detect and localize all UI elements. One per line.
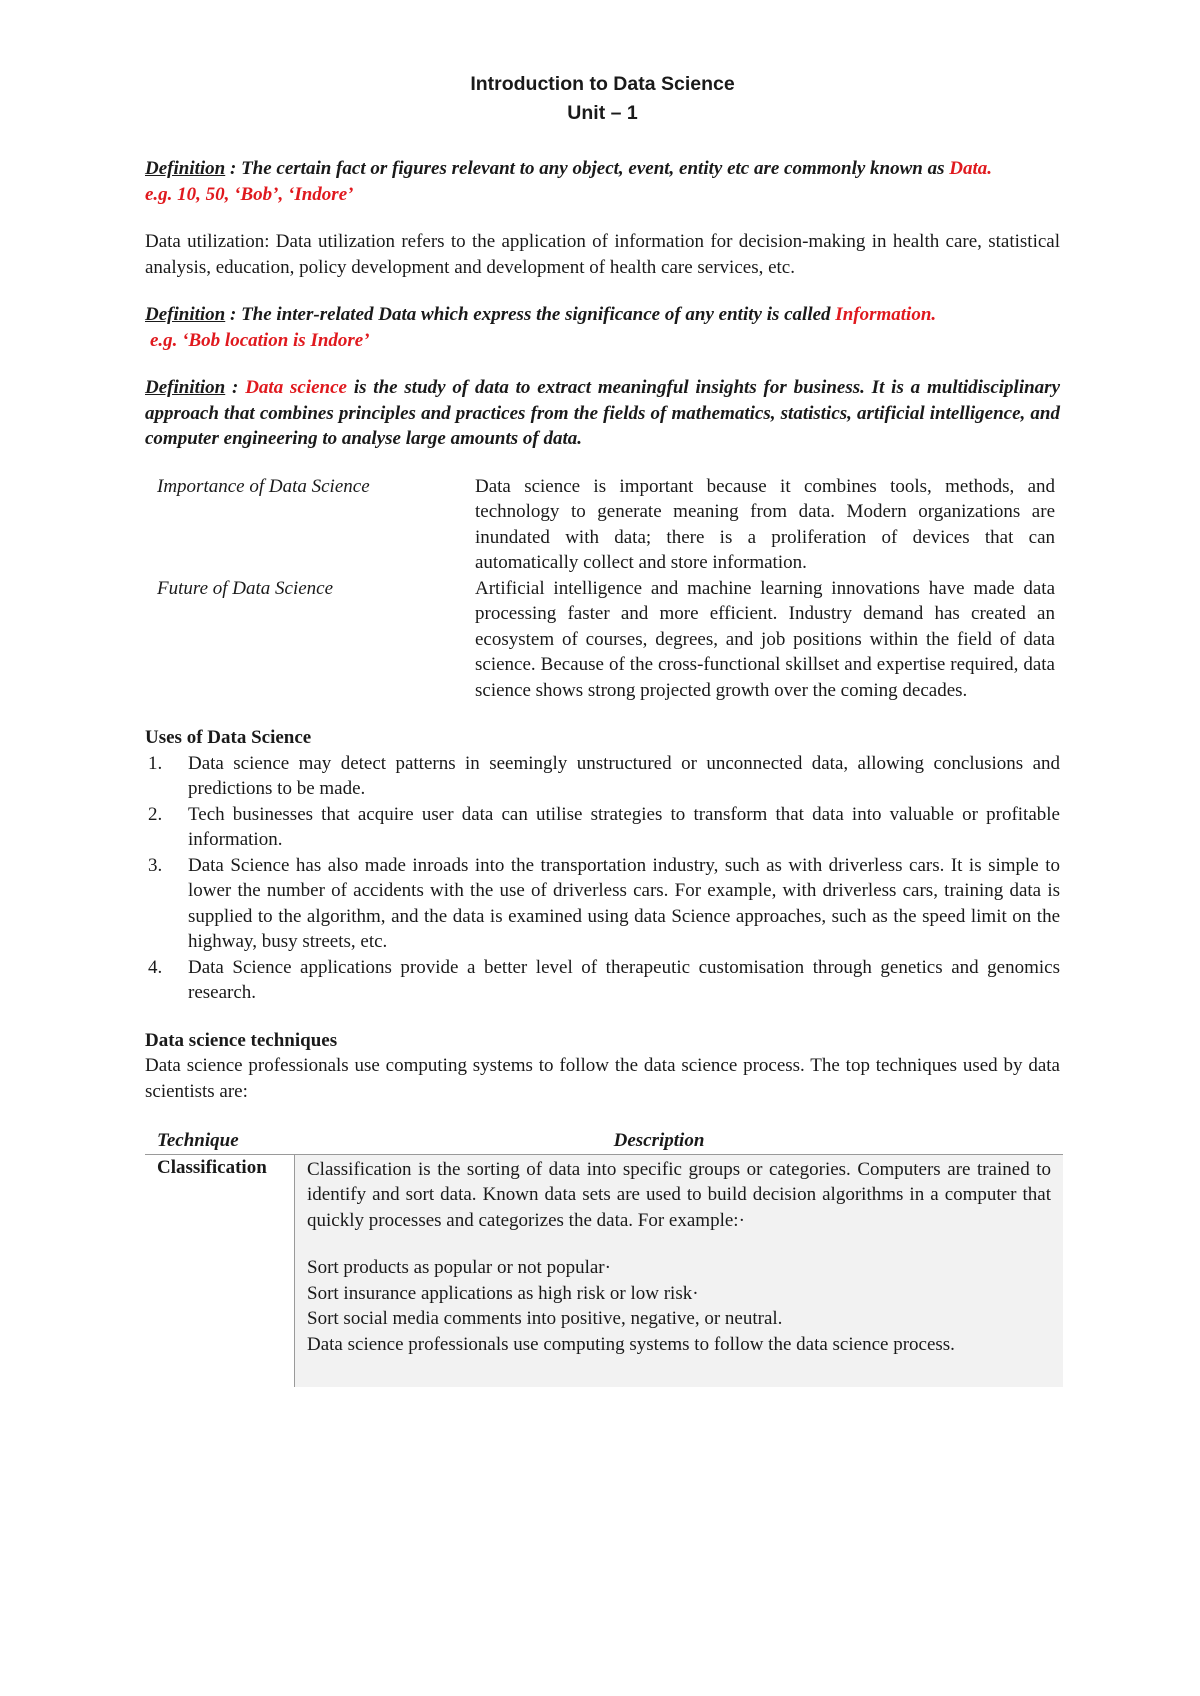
description-para: Data science professionals use computing systems to follow the data science process. — [307, 1333, 955, 1355]
data-utilization-paragraph: Data utilization: Data utilization refers to the application of information for decision-making in health care, statistical analysis, education, policy development and development of health care services, etc. — [145, 231, 1060, 278]
definition-sep: : — [225, 377, 246, 398]
document-page — [145, 70, 1060, 1387]
list-item — [145, 802, 1060, 853]
description-line: Sort products as popular or not popular· — [307, 1257, 611, 1278]
list-text: Data science may detect patterns in seemingly unstructured or unconnected data, allowing conclusions and predictions to be made. — [188, 752, 1060, 799]
future-text: Artificial intelligence and machine learning innovations have made data processing faster and more efficient. Industry demand has created an ecosystem of courses, degrees, and job positions within the field of data science. Because of the cross-functional skillset and expertise required, data science shows strong projected growth over the coming decades. — [475, 577, 1055, 701]
table-row — [145, 1155, 1063, 1388]
uses-heading: Uses of Data Science — [145, 727, 312, 748]
definition-sep: : — [225, 304, 242, 325]
definition-term: Data. — [949, 158, 993, 179]
techniques-table — [145, 1128, 1063, 1387]
definition-text: The certain fact or figures relevant to any object, event, entity etc are commonly known as — [241, 158, 950, 179]
technique-description — [295, 1155, 1063, 1388]
definition-example: e.g. 10, 50, ‘Bob’, ‘Indore’ — [145, 183, 354, 205]
list-number: 3. — [148, 854, 163, 876]
techniques-intro: Data science professionals use computing systems to follow the data science process. The top techniques used by data scientists are: — [145, 1055, 1060, 1102]
definition-text: The inter-related Data which express the significance of any entity is called — [241, 304, 836, 325]
list-item — [145, 955, 1060, 1006]
column-header-technique: Technique — [157, 1130, 239, 1151]
list-item — [145, 751, 1060, 802]
definition-sep: : — [225, 158, 242, 179]
definition-label: Definition — [145, 304, 226, 325]
definition-term: Data science — [245, 377, 347, 398]
definition-label: Definition — [145, 158, 226, 179]
list-text: Data Science applications provide a better level of therapeutic customisation through genetics and genomics research. — [188, 956, 1060, 1003]
document-unit: Unit – 1 — [567, 102, 638, 124]
techniques-heading: Data science techniques — [145, 1029, 338, 1051]
technique-name: Classification — [145, 1155, 295, 1388]
importance-text: Data science is important because it combines tools, methods, and technology to generate meaning from data. Modern organizations are inundated with data; there is a proliferation of devices that can automatically collect and store information. — [475, 475, 1055, 573]
list-number: 4. — [148, 956, 163, 978]
list-number: 1. — [148, 752, 163, 774]
definition-data — [145, 156, 1060, 182]
document-title: Introduction to Data Science — [470, 73, 735, 95]
description-para: Classification is the sorting of data into specific groups or categories. Computers are trained to identify and sort data. Known data sets are used to build decision algorithms in a computer that quickly processes and categorizes the data. For example:· — [307, 1158, 1051, 1231]
list-text: Tech businesses that acquire user data can utilise strategies to transform that data into valuable or profitable information. — [188, 803, 1060, 850]
definition-example: e.g. ‘Bob location is Indore’ — [150, 329, 370, 351]
column-header-description: Description — [613, 1130, 705, 1151]
list-number: 2. — [148, 803, 163, 825]
definition-data-science — [145, 375, 1060, 452]
definition-label: Definition — [145, 377, 226, 398]
definition-term: Information. — [835, 304, 937, 325]
future-label: Future of Data Science — [157, 577, 334, 599]
importance-label: Importance of Data Science — [157, 475, 370, 497]
importance-table — [157, 474, 1060, 704]
description-line: Sort insurance applications as high risk or low risk· — [307, 1282, 699, 1304]
list-item — [145, 853, 1060, 955]
definition-information — [145, 302, 1060, 328]
uses-list — [145, 751, 1060, 1006]
definition-text: is the study of data to extract meaningful insights for business. It is a multidisciplinary approach that combines principles and practices from the fields of mathematics, statistics, artificial intelligence, and computer engineering to analyse large amounts of data. — [145, 377, 1060, 449]
table-header — [145, 1128, 1063, 1155]
list-text: Data Science has also made inroads into the transportation industry, such as with driverless cars. It is simple to lower the number of accidents with the use of driverless cars. For example, with driverless cars, training data is supplied to the algorithm, and the data is examined using data Science approaches, such as the speed limit on the highway, busy streets, etc. — [188, 854, 1060, 952]
description-line: Sort social media comments into positive, negative, or neutral. — [307, 1308, 783, 1329]
